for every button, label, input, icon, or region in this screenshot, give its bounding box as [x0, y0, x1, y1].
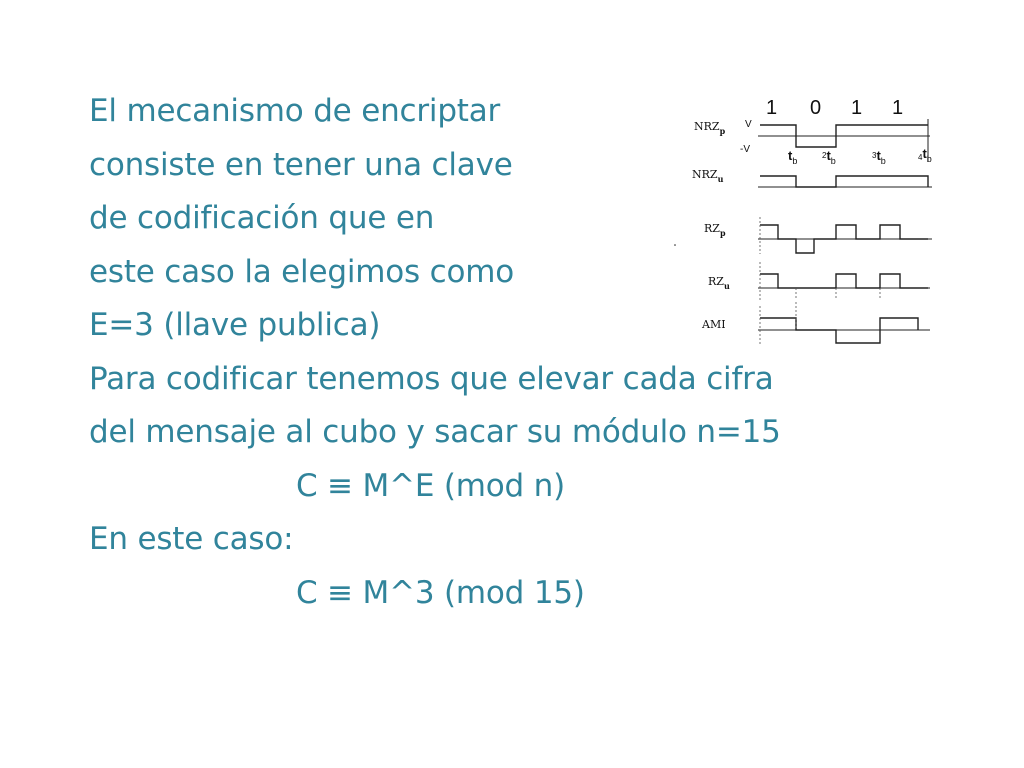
signal-label-ami: AMI — [702, 318, 726, 331]
text-line-5: E=3 (llave publica) — [89, 307, 381, 343]
stray-dot — [674, 244, 676, 246]
tb-label-2: $2t_b$ — [822, 148, 836, 166]
bit-label-1: 1 — [766, 97, 778, 119]
text-line-2: consiste en tener una clave — [89, 146, 513, 183]
level-low-label: -V — [740, 144, 750, 155]
rzu-waveform — [760, 274, 928, 288]
signal-label-nrzp: $NRZ_p$ — [694, 120, 726, 136]
bit-label-4: 1 — [892, 97, 904, 119]
text-line-7: del mensaje al cubo y sacar su módulo n=15 — [89, 414, 781, 450]
tb-label-3: $3t_b$ — [872, 148, 886, 166]
line-coding-diagram — [668, 92, 948, 350]
signal-label-nrzu: $NRZ_u$ — [692, 168, 724, 184]
tb-label-4: $4t_b$ — [918, 146, 932, 164]
signal-label-rzu: $RZ_u$ — [708, 275, 730, 291]
text-line-4: este caso la elegimos como — [89, 253, 514, 290]
level-high-label: V — [745, 119, 752, 130]
nrzu-waveform — [760, 176, 928, 187]
text-line-9: En este caso: — [89, 521, 294, 557]
text-line-6: Para codificar tenemos que elevar cada cifra — [89, 360, 774, 397]
tb-label-1: $t_b$ — [788, 148, 798, 166]
formula-specific: C ≡ M^3 (mod 15) — [296, 574, 585, 611]
text-line-1: El mecanismo de encriptar — [89, 93, 501, 129]
formula-general: C ≡ M^E (mod n) — [296, 467, 566, 504]
text-line-3: de codificación que en — [89, 200, 435, 236]
signal-label-rzp: $RZ_p$ — [704, 222, 726, 238]
bit-label-2: 0 — [810, 97, 822, 119]
bit-label-3: 1 — [851, 97, 863, 119]
